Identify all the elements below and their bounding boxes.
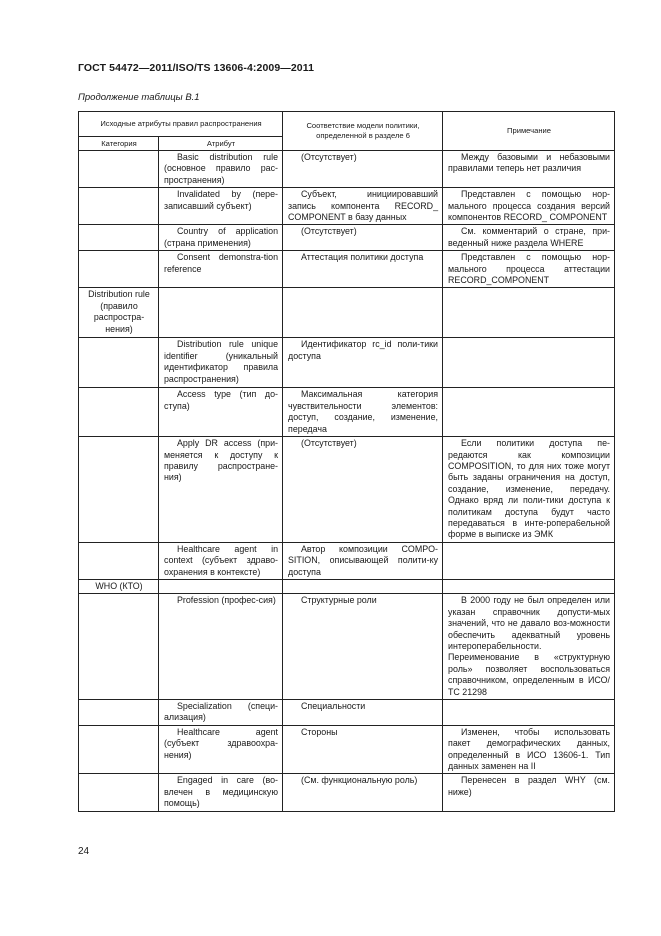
attribute-cell: Profession (профес-сия) [159,594,283,700]
model-cell: Специальности [283,700,443,726]
table-row [79,338,615,388]
table-row [79,388,615,437]
note-cell: Представлен с помощью нор-мального процесса аттестации RECORD_COMPONENT [443,251,615,288]
category-cell [79,542,159,579]
table-row [79,188,615,225]
note-cell [443,338,615,388]
table-row [79,774,615,811]
category-cell [79,388,159,437]
model-cell: Идентификатор rc_id поли-тики доступа [283,338,443,388]
note-cell: Представлен с помощью нор-мального процесса создания версий компонентов RECORD_ COMPONENT [443,188,615,225]
table-row [79,225,615,251]
category-cell: Distribution rule (правило распростра-нения) [79,288,159,338]
header-row [79,112,615,137]
note-cell: Изменен, чтобы использовать пакет демографических данных, определенный в ИСО 13606-1. Тип данных заменен на II [443,725,615,774]
category-cell [79,225,159,251]
table-row [79,542,615,579]
attribute-cell: Invalidated by (пере-записавший субъект) [159,188,283,225]
attribute-cell: Basic distribution rule (основное правило рас-пространения) [159,151,283,188]
note-cell: Перенесен в раздел WHY (см. ниже) [443,774,615,811]
note-cell [443,700,615,726]
category-cell [79,594,159,700]
model-cell: (Отсутствует) [283,437,443,543]
attribute-cell: Country of application (страна применения) [159,225,283,251]
table-row [79,251,615,288]
model-cell: Структурные роли [283,594,443,700]
model-cell: (См. функциональную роль) [283,774,443,811]
model-cell: Автор композиции COMPO-SITION, описывающей полити-ку доступа [283,542,443,579]
table-row [79,594,615,700]
attribute-cell: Access type (тип до-ступа) [159,388,283,437]
category-cell [79,774,159,811]
attribute-cell [159,579,283,593]
model-cell: Субъект, инициировавший запись компонента RECORD_ COMPONENT в базу данных [283,188,443,225]
model-cell [283,288,443,338]
attribute-cell: Healthcare agent in context (субъект здраво-охранения в контексте) [159,542,283,579]
note-cell: Если политики доступа пе-редаются как композиции COMPOSITION, то для них тоже могут быть заданы ограничения на доступ, создание, изменение, передачу. Однако вряд ли поли-тики доступа к политикам доступа будут часто передаваться в инте-ропера6ельной форме в выписке из ЭМК [443,437,615,543]
category-cell [79,725,159,774]
table-row [79,579,615,593]
attribute-cell: Apply DR access (при-меняется к доступу к правилу распростране-ния) [159,437,283,543]
note-cell [443,542,615,579]
attribute-cell: Engaged in care (во-влечен в медицинскую помощь) [159,774,283,811]
table-row [79,288,615,338]
category-cell [79,700,159,726]
header-note: Примечание [443,112,615,151]
category-cell: WHO (КТО) [79,579,159,593]
attribute-cell: Consent demonstra-tion reference [159,251,283,288]
table-row [79,151,615,188]
attribute-cell: Healthcare agent (субъект здравоохра-нения) [159,725,283,774]
table-continuation-caption: Продолжение таблицы В.1 [78,92,200,103]
model-cell [283,579,443,593]
attribute-cell: Specialization (специ-ализация) [159,700,283,726]
note-cell [443,288,615,338]
page-number: 24 [78,846,90,857]
category-cell [79,338,159,388]
category-cell [79,188,159,225]
model-cell: (Отсутствует) [283,225,443,251]
standard-designation: ГОСТ 54472—2011/ISO/TS 13606-4:2009—2011 [78,62,315,74]
model-cell: Аттестация политики доступа [283,251,443,288]
table-row [79,700,615,726]
note-cell [443,579,615,593]
model-cell: (Отсутствует) [283,151,443,188]
table-row [79,725,615,774]
policy-mapping-table [78,111,615,812]
note-cell: См. комментарий о стране, при-веденный ниже раздела WHERE [443,225,615,251]
header-policy-model: Соответствие модели политики, определенной в разделе 6 [283,112,443,151]
category-cell [79,437,159,543]
header-source-attributes: Исходные атрибуты правил распространения [79,112,283,137]
table-row [79,437,615,543]
attribute-cell: Distribution rule unique identifier (уникальный идентификатор правила распространения) [159,338,283,388]
header-attribute: Атрибут [159,137,283,151]
category-cell [79,251,159,288]
note-cell [443,388,615,437]
model-cell: Стороны [283,725,443,774]
header-category: Категория [79,137,159,151]
note-cell: В 2000 году не был определен или указан справочник допусти-мых значений, что не давало воз-можности обеспечить адекватный уровень интероперабельности. Переименование в «структурную роль» позволяет воспользоваться справочником, определенным в ИСО/ТС 21298 [443,594,615,700]
model-cell: Максимальная категория чувствительности элементов: доступ, создание, изменение, передача [283,388,443,437]
category-cell [79,151,159,188]
note-cell: Между базовыми и небазовыми правилами теперь нет различия [443,151,615,188]
attribute-cell [159,288,283,338]
